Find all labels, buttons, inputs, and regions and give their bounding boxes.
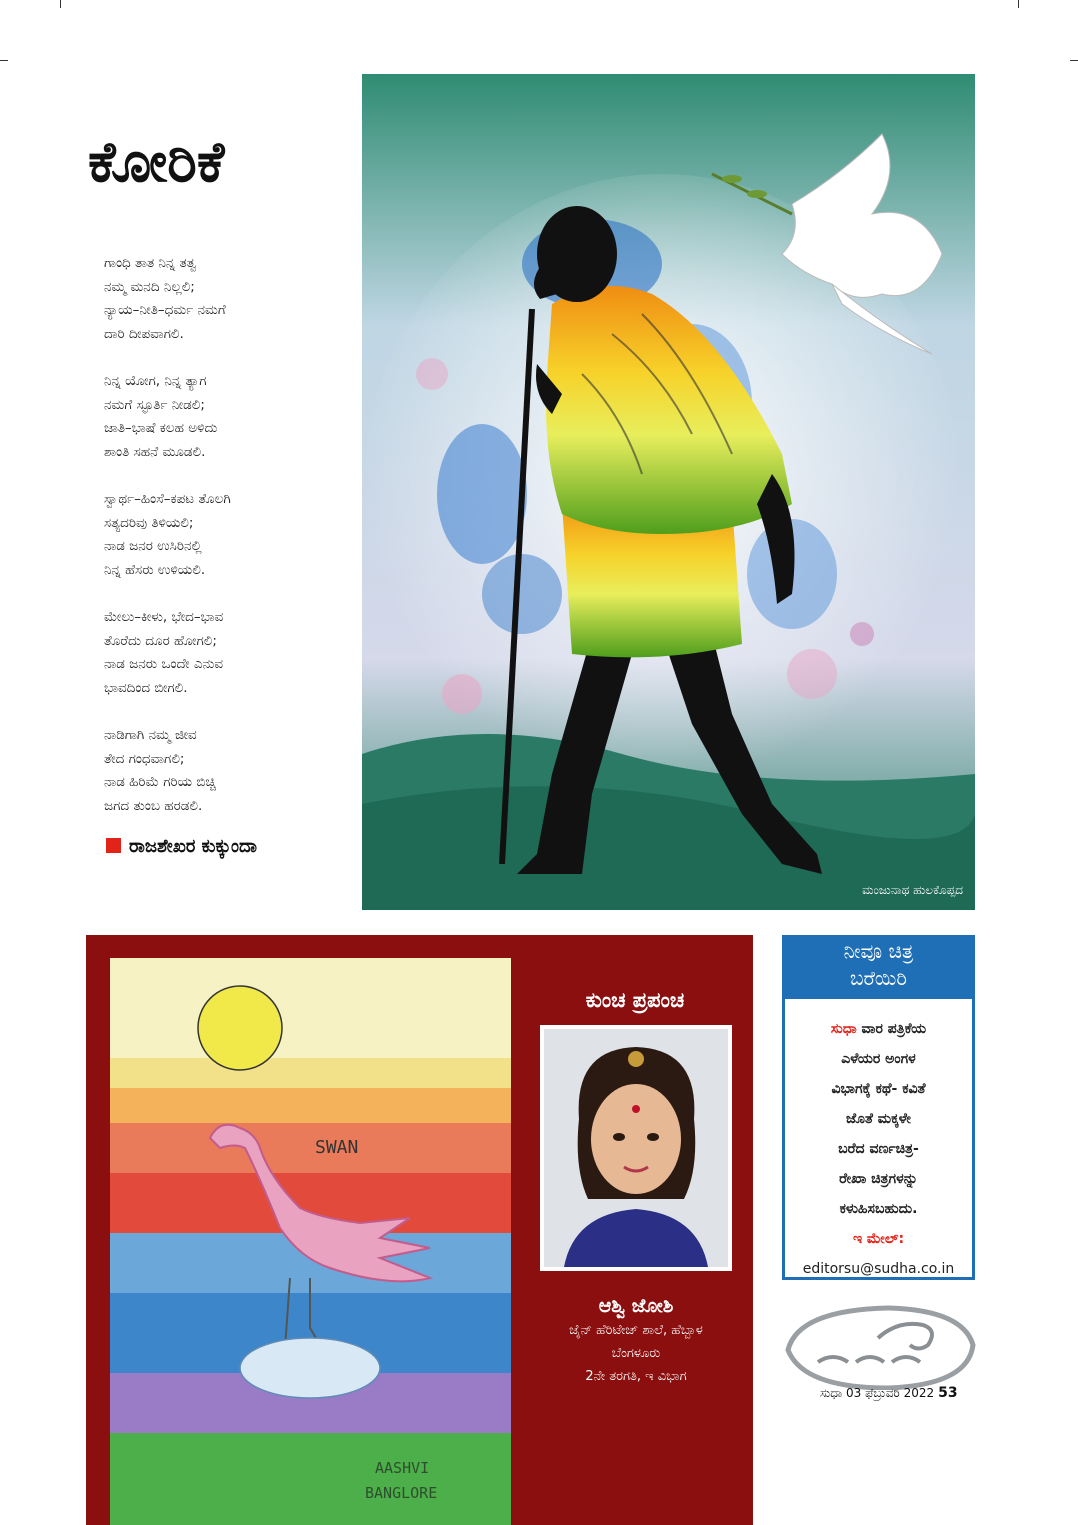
poem-line: ಸ್ವಾರ್ಥ–ಹಿಂಸೆ–ಕಪಟ ತೊಲಗಿ [104,491,231,507]
info-box-line-rest: ವಾರ ಪತ್ರಿಕೆಯ [856,1021,927,1037]
footer-issue: ಸುಧಾ 03 ಫೆಬ್ರುವರಿ 2022 [820,1386,935,1400]
poem-line: ಮೇಲು–ಕೀಳು, ಭೇದ–ಭಾವ [104,609,224,625]
kids-corner-title: ಕುಂಚ ಪ್ರಪಂಚ [585,988,685,1012]
illustration-image [362,74,975,910]
child-drawing [110,958,511,1525]
poem-body [104,252,354,842]
poem-line: ನಿನ್ನ ಹೆಸರು ಉಳಿಯಲಿ. [104,561,206,578]
poem-stanza [104,252,354,346]
poem-author [106,836,257,857]
info-box-line: ವಿಭಾಗಕ್ಕೆ ಕಥೆ- ಕವಿತೆ [831,1081,926,1097]
sudha-accent: ಸುಧಾ [830,1021,857,1037]
page-footer [820,1385,958,1401]
swan-drawing [110,958,511,1525]
child-city: ಬೆಂಗಳೂರು [611,1346,661,1361]
poem-line: ನ್ಯಾಯ–ನೀತಿ–ಧರ್ಮ ನಮಗೆ [104,302,226,318]
poem-line: ಜಗದ ತುಂಬ ಹರಡಲಿ. [104,797,203,814]
child-info [530,1293,742,1388]
child-grade: 2ನೇ ತರಗತಿ, ಇ ವಿಭಾಗ [585,1369,687,1384]
poem-line: ನಮಗೆ ಸ್ಫೂರ್ತಿ ನೀಡಲಿ; [104,396,205,413]
page-number: 53 [938,1385,958,1401]
info-box-body [782,999,975,1280]
gandhi-illustration [362,74,975,910]
poem-stanza [104,488,354,582]
info-box-heading-line: ಬರೆಯಿರಿ [850,966,907,990]
poem-line: ಗಾಂಧಿ ತಾತ ನಿನ್ನ ತತ್ವ [104,255,197,271]
poem-stanza [104,724,354,818]
crop-mark [1070,60,1078,61]
poem-stanza [104,606,354,700]
drawing-label-swan: SWAN [315,1137,359,1158]
info-box-line: ಬರೆದ ವರ್ಣಚಿತ್ರ- [838,1141,919,1157]
drawing-label-name: AASHVI [375,1459,430,1477]
poem-line: ಸತ್ಯದರಿವು ತಿಳಿಯಲಿ; [104,514,194,531]
poem-line: ತೇದ ಗಂಧವಾಗಲಿ; [104,750,185,767]
info-box-line: ಎಳೆಯರ ಅಂಗಳ [841,1051,916,1067]
poem-line: ಭಾವದಿಂದ ಬೀಗಲಿ. [104,679,188,696]
poem-stanza [104,370,354,464]
illustrator-credit: ಮಂಜುನಾಥ ಹುಲಕೊಪ್ಪದ [862,883,963,897]
info-box-line: ರೇಖಾ ಚಿತ್ರಗಳನ್ನು [839,1171,918,1187]
email-address[interactable]: editorsu@sudha.co.in [802,1261,955,1277]
email-label: ಇ ಮೇಲ್: [852,1231,905,1247]
poem-line: ನಮ್ಮ ಮನದಿ ನಿಲ್ಲಲಿ; [104,278,195,295]
poem-line: ದಾರಿ ದೀಪವಾಗಲಿ. [104,325,184,342]
poem-line: ನಾಡಿಗಾಗಿ ನಮ್ಮ ಜೀವ [104,727,197,743]
info-box-line: ಜೊತೆ ಮಕ್ಕಳೇ [846,1111,911,1127]
sudha-logo-icon [778,1300,978,1390]
poem-line: ನಿನ್ನ ಯೋಗ, ನಿನ್ನ ತ್ಯಾಗ [104,373,207,389]
author-name: ರಾಜಶೇಖರ ಕುಕ್ಕುಂದಾ [129,836,257,857]
info-box-heading-line: ನೀವೂ ಚಿತ್ರ [843,939,914,963]
drawing-label-city: BANGLORE [365,1484,438,1502]
poem-line: ನಾಡ ಜನರ ಉಸಿರಿನಲ್ಲಿ [104,538,202,554]
poem-line: ನಾಡ ಜನರು ಒಂದೇ ಎನುವ [104,656,224,672]
info-box-line [785,1014,972,1044]
child-school: ಜೈನ್ ಹೆರಿಟೇಜ್ ಶಾಲೆ, ಹೆಬ್ಬಾಳ [569,1323,703,1338]
info-box-heading [782,935,975,999]
child-name: ಆಶ್ವಿ ಜೋಶಿ [598,1295,674,1317]
poem-line: ಜಾತಿ–ಭಾಷೆ ಕಲಹ ಅಳಿದು [104,420,218,436]
info-box-line: ಕಳುಹಿಸಬಹುದು. [839,1201,918,1217]
red-square-bullet [106,838,121,853]
crop-mark [0,60,8,61]
child-photo [540,1025,732,1271]
crop-mark [1018,0,1019,8]
poem-line: ಶಾಂತಿ ಸಹನೆ ಮೂಡಲಿ. [104,443,206,460]
poem-title: ಕೋರಿಕೆ [88,130,225,195]
child-photo-image [544,1029,728,1267]
crop-mark [60,0,61,8]
poem-line: ತೊರೆದು ದೂರ ಹೋಗಲಿ; [104,632,217,649]
poem-line: ನಾಡ ಹಿರಿಮೆ ಗರಿಯ ಬಿಚ್ಚಿ [104,774,216,790]
